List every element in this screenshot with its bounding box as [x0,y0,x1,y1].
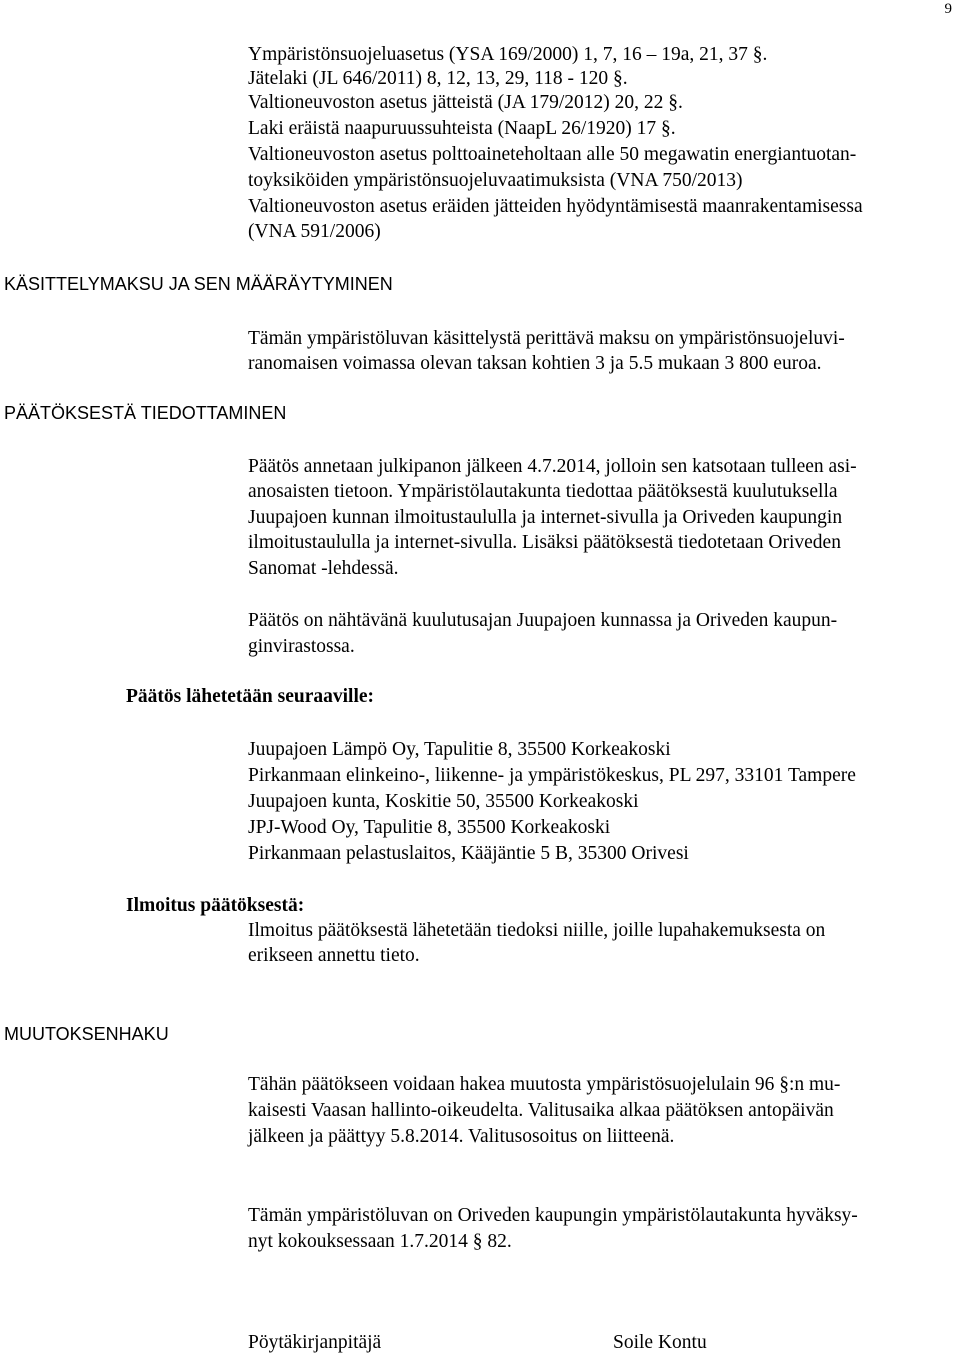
recipient-item: Pirkanmaan pelastuslaitos, Kääjäntie 5 B, 35300 Orivesi [248,843,689,864]
fee-line: ranomaisen voimassa olevan taksan kohtien 3 ja 5.5 mukaan 3 800 euroa. [248,353,822,374]
legislation-line: Jätelaki (JL 646/2011) 8, 12, 13, 29, 118 - 120 §. [248,68,628,89]
notification-line: Juupajoen kunnan ilmoitustaululla ja internet-sivulla ja Oriveden kaupungin [248,507,843,528]
appeal-line: Tämän ympäristöluvan on Oriveden kaupungin ympäristölautakunta hyväksy- [248,1205,858,1226]
notification-line: ilmoitustaululla ja internet-sivulla. Lisäksi päätöksestä tiedotetaan Oriveden [248,532,841,553]
announcement-line: Ilmoitus päätöksestä lähetetään tiedoksi niille, joille lupahakemuksesta on [248,920,826,941]
announcement-heading: Ilmoitus päätöksestä: [126,895,305,916]
recipients-heading: Päätös lähetetään seuraaville: [126,686,375,707]
legislation-line: (VNA 591/2006) [248,221,381,242]
recipient-item: Juupajoen Lämpö Oy, Tapulitie 8, 35500 Korkeakoski [248,739,671,760]
signature-label: Pöytäkirjanpitäjä [248,1332,382,1353]
appeal-line: jälkeen ja päättyy 5.8.2014. Valitusosoitus on liitteenä. [248,1126,675,1147]
notification-line: ginvirastossa. [248,636,355,657]
recipient-item: JPJ-Wood Oy, Tapulitie 8, 35500 Korkeakoski [248,817,611,838]
signature-name: Soile Kontu [613,1332,707,1353]
legislation-line: Laki eräistä naapuruussuhteista (NaapL 26/1920) 17 §. [248,118,676,139]
legislation-line: Valtioneuvoston asetus polttoaineteholtaan alle 50 megawatin energiantuotan- [248,144,857,165]
notification-heading: PÄÄTÖKSESTÄ TIEDOTTAMINEN [4,403,287,423]
legislation-line: toyksiköiden ympäristönsuojeluvaatimuksista (VNA 750/2013) [248,170,743,191]
recipient-item: Pirkanmaan elinkeino-, liikenne- ja ympäristökeskus, PL 297, 33101 Tampere [248,765,856,786]
recipient-item: Juupajoen kunta, Koskitie 50, 35500 Korkeakoski [248,791,639,812]
legislation-line: Valtioneuvoston asetus jätteistä (JA 179/2012) 20, 22 §. [248,92,683,113]
legislation-line: Ympäristönsuojeluasetus (YSA 169/2000) 1, 7, 16 – 19a, 21, 37 §. [248,44,768,65]
fee-heading: KÄSITTELYMAKSU JA SEN MÄÄRÄYTYMINEN [4,274,393,294]
notification-line: Päätös annetaan julkipanon jälkeen 4.7.2014, jolloin sen katsotaan tulleen asi- [248,456,857,477]
appeal-line: Tähän päätökseen voidaan hakea muutosta ympäristösuojelulain 96 §:n mu- [248,1074,841,1095]
fee-line: Tämän ympäristöluvan käsittelystä perittävä maksu on ympäristönsuojeluvi- [248,328,845,349]
page-number: 9 [944,1,952,17]
notification-line: anosaisten tietoon. Ympäristölautakunta tiedottaa päätöksestä kuulutuksella [248,481,838,502]
notification-line: Päätös on nähtävänä kuulutusajan Juupajoen kunnassa ja Oriveden kaupun- [248,610,838,631]
appeal-line: kaisesti Vaasan hallinto-oikeudelta. Valitusaika alkaa päätöksen antopäivän [248,1100,834,1121]
announcement-line: erikseen annettu tieto. [248,945,420,966]
appeal-line: nyt kokouksessaan 1.7.2014 § 82. [248,1231,512,1252]
legislation-line: Valtioneuvoston asetus eräiden jätteiden hyödyntämisestä maanrakentamisessa [248,196,863,217]
notification-line: Sanomat -lehdessä. [248,558,399,579]
appeal-heading: MUUTOKSENHAKU [4,1024,169,1044]
